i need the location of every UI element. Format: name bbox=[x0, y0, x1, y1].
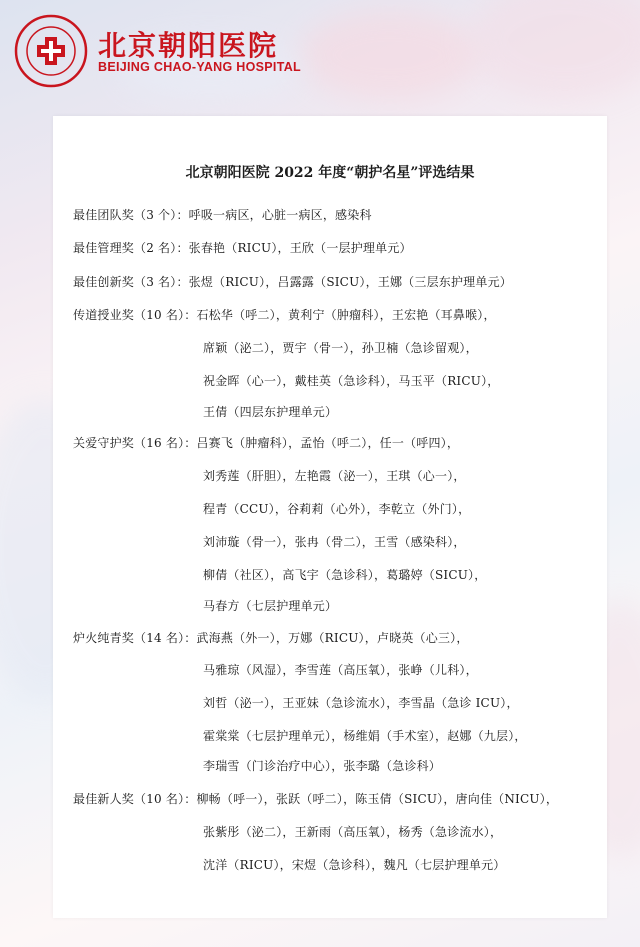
background-blossom bbox=[300, 10, 480, 100]
award-line: 席颖（泌二），贾宇（骨一），孙卫楠（急诊留观）， bbox=[203, 341, 478, 355]
hospital-logo-icon bbox=[14, 14, 88, 88]
award-line: 最佳创新奖（3 名）：张煜（RICU），吕露露（SICU），王娜（三层东护理单元） bbox=[73, 275, 512, 289]
award-line: 霍棠棠（七层护理单元），杨维娟（手术室），赵娜（九层）， bbox=[203, 729, 527, 743]
document-title: 北京朝阳医院 2022 年度“朝护名星”评选结果 bbox=[185, 165, 475, 181]
award-line: 李瑞雪（门诊治疗中心），张李璐（急诊科） bbox=[203, 759, 442, 773]
award-line: 炉火纯青奖（14 名）：武海燕（外一），万娜（RICU），卢晓英（心三）， bbox=[73, 631, 469, 645]
award-line: 沈洋（RICU），宋煜（急诊科），魏凡（七层护理单元） bbox=[203, 858, 506, 872]
award-line: 王倩（四层东护理单元） bbox=[203, 405, 338, 419]
award-line: 传道授业奖（10 名）：石松华（呼二），黄利宁（肿瘤科），王宏艳（耳鼻喉）， bbox=[73, 308, 496, 322]
award-line: 最佳新人奖（10 名）：柳畅（呼一），张跃（呼二），陈玉倩（SICU），唐向佳（NICU）， bbox=[73, 792, 559, 806]
award-line: 柳倩（社区），高飞宇（急诊科），葛璐婷（SICU）， bbox=[203, 568, 487, 582]
award-line: 张紫彤（泌二），王新雨（高压氧），杨秀（急诊流水）， bbox=[203, 825, 503, 839]
background-blossom bbox=[470, 0, 640, 100]
award-line: 刘沛璇（骨一），张冉（骨二），王雪（感染科）， bbox=[203, 535, 466, 549]
award-line: 马春方（七层护理单元） bbox=[203, 599, 338, 613]
award-line: 程青（CCU），谷莉莉（心外），李乾立（外门）， bbox=[203, 502, 471, 516]
award-line: 刘哲（泌一），王亚妹（急诊流水），李雪晶（急诊 ICU）， bbox=[203, 696, 519, 710]
results-document bbox=[53, 116, 607, 918]
award-line: 最佳团队奖（3 个）：呼吸一病区，心脏一病区，感染科 bbox=[73, 208, 372, 222]
award-line: 马雅琼（风湿），李雪莲（高压氧），张峥（儿科）， bbox=[203, 663, 478, 677]
hospital-name-cn: 北京朝阳医院 bbox=[98, 29, 279, 62]
award-line: 祝金晖（心一），戴桂英（急诊科），马玉平（RICU）， bbox=[203, 374, 500, 388]
award-line: 刘秀莲（肝胆），左艳霞（泌一），王琪（心一）， bbox=[203, 469, 466, 483]
award-line: 关爱守护奖（16 名）：吕赛飞（肿瘤科），孟怡（呼二），任一（呼四）， bbox=[73, 436, 460, 450]
hospital-name-en: BEIJING CHAO-YANG HOSPITAL bbox=[98, 60, 301, 74]
award-line: 最佳管理奖（2 名）：张春艳（RICU），王欣（一层护理单元） bbox=[73, 241, 412, 255]
